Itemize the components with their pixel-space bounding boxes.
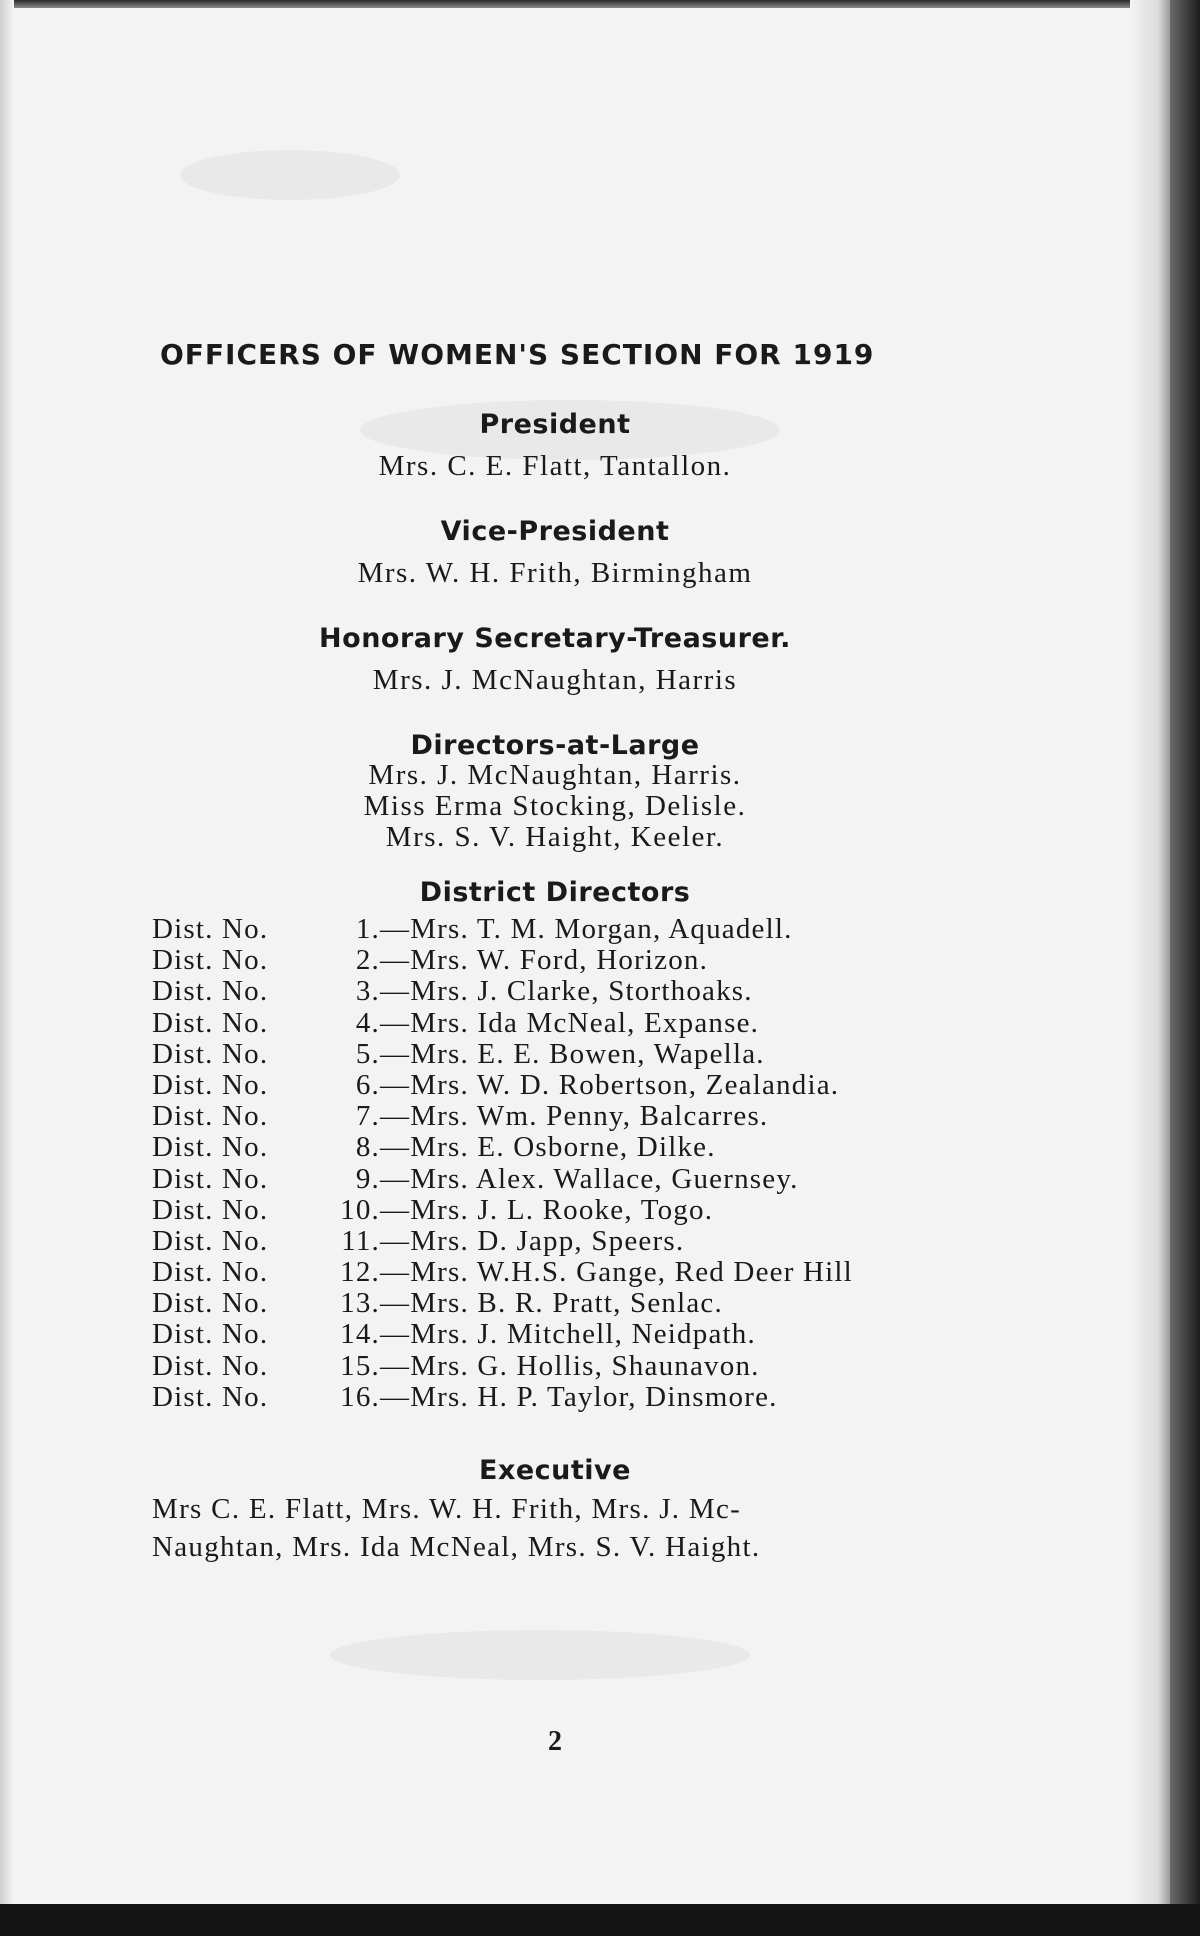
district-number: 12. [340,1256,380,1289]
district-director-name: —Mrs. B. R. Pratt, Senlac. [380,1287,723,1320]
director-at-large-name: Miss Erma Stocking, Delisle. [363,790,747,822]
district-number: 2. [355,944,380,977]
district-label: Dist. No. [152,1037,269,1070]
district-director-row [152,1070,972,1101]
district-number: 9. [355,1162,380,1195]
vice-president-heading: Vice-President [440,516,670,547]
district-number: 14. [340,1318,380,1351]
district-director-name: —Mrs. J. L. Rooke, Togo. [380,1193,714,1226]
page-title: OFFICERS OF WOMEN'S SECTION FOR 1919 [160,338,875,371]
district-director-row [152,1195,972,1226]
district-label: Dist. No. [152,913,269,945]
district-label: Dist. No. [152,1193,269,1226]
district-number: 1. [355,913,380,945]
district-directors-heading: District Directors [419,877,691,908]
district-label: Dist. No. [152,1380,269,1413]
district-number: 10. [340,1193,380,1226]
executive-line: Mrs C. E. Flatt, Mrs. W. H. Frith, Mrs. J. Mc- [152,1493,742,1525]
district-director-name: —Mrs. W.H.S. Gange, Red Deer Hill [380,1256,853,1289]
page-number: 2 [548,1726,562,1757]
district-label: Dist. No. [152,1287,269,1320]
district-director-row [152,914,972,945]
district-director-row [152,1288,972,1319]
district-number: 5. [355,1037,380,1070]
district-director-name: —Mrs. Ida McNeal, Expanse. [380,1006,760,1039]
district-director-row [152,1319,972,1350]
scan-edge-right [1170,0,1200,1936]
district-director-name: —Mrs. H. P. Taylor, Dinsmore. [380,1380,778,1413]
page-fold-shadow [1130,0,1170,1904]
executive-heading: Executive [479,1455,631,1486]
district-number: 4. [355,1006,380,1039]
district-director-row [152,1257,972,1288]
district-director-row [152,945,972,976]
district-director-row [152,1101,972,1132]
district-director-row [152,1382,972,1413]
executive-members [152,1490,972,1566]
district-number: 3. [355,975,380,1008]
district-label: Dist. No. [152,1100,269,1133]
district-label: Dist. No. [152,1006,269,1039]
district-number: 16. [340,1380,380,1413]
district-number: 11. [341,1224,380,1257]
secretary-treasurer-name: Mrs. J. McNaughtan, Harris [372,664,738,696]
district-number: 15. [340,1349,380,1382]
district-label: Dist. No. [152,944,269,977]
district-director-name: —Mrs. Wm. Penny, Balcarres. [380,1100,769,1133]
directors-at-large-heading: Directors-at-Large [410,730,700,761]
district-label: Dist. No. [152,975,269,1008]
district-label: Dist. No. [152,1162,269,1195]
district-director-row [152,976,972,1007]
district-director-row [152,1008,972,1039]
district-number: 8. [355,1131,380,1164]
district-director-row [152,1039,972,1070]
district-director-name: —Mrs. Alex. Wallace, Guernsey. [380,1162,799,1195]
scan-edge-bottom [0,1904,1200,1936]
director-at-large-name: Mrs. S. V. Haight, Keeler. [385,821,725,853]
district-director-name: —Mrs. W. D. Robertson, Zealandia. [380,1068,840,1101]
district-director-name: —Mrs. J. Mitchell, Neidpath. [380,1318,756,1351]
district-director-name: —Mrs. W. Ford, Horizon. [380,944,709,977]
district-director-name: —Mrs. G. Hollis, Shaunavon. [380,1349,760,1382]
district-number: 13. [340,1287,380,1320]
district-director-name: —Mrs. J. Clarke, Storthoaks. [380,975,753,1008]
district-label: Dist. No. [152,1256,269,1289]
district-director-row [152,1226,972,1257]
president-heading: President [479,409,631,440]
district-director-name: —Mrs. T. M. Morgan, Aquadell. [380,913,793,945]
district-directors-list [152,914,972,1413]
president-name: Mrs. C. E. Flatt, Tantallon. [378,450,732,482]
district-director-row [152,1164,972,1195]
district-label: Dist. No. [152,1131,269,1164]
district-label: Dist. No. [152,1224,269,1257]
district-director-name: —Mrs. E. E. Bowen, Wapella. [380,1037,765,1070]
district-director-row [152,1132,972,1163]
secretary-treasurer-heading: Honorary Secretary-Treasurer. [319,623,791,654]
district-label: Dist. No. [152,1349,269,1382]
vice-president-name: Mrs. W. H. Frith, Birmingham [357,557,753,589]
district-director-name: —Mrs. E. Osborne, Dilke. [380,1131,716,1164]
district-number: 7. [355,1100,380,1133]
district-label: Dist. No. [152,1318,269,1351]
director-at-large-name: Mrs. J. McNaughtan, Harris. [368,759,742,791]
district-label: Dist. No. [152,1068,269,1101]
district-number: 6. [355,1068,380,1101]
district-director-row [152,1351,972,1382]
district-director-name: —Mrs. D. Japp, Speers. [380,1224,685,1257]
executive-line: Naughtan, Mrs. Ida McNeal, Mrs. S. V. Haight. [152,1531,761,1563]
